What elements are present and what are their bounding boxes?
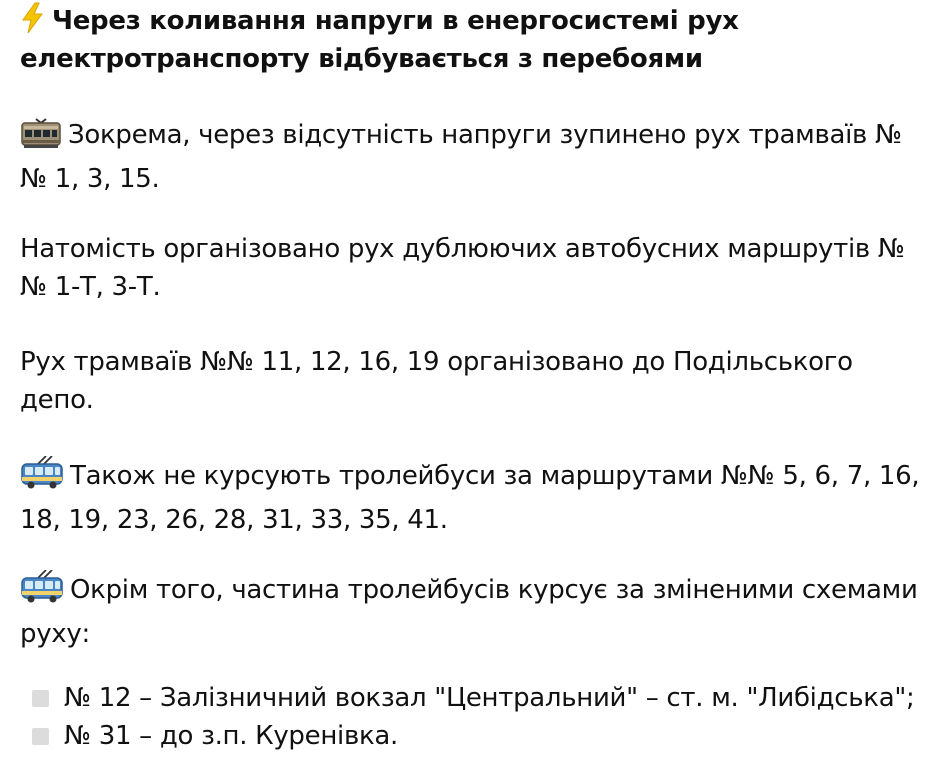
list-item — [32, 718, 932, 754]
paragraph-text: Зокрема, через відсутність напруги зупинено рух трамваїв №№ 1, 3, 15. — [20, 120, 902, 194]
list-item — [32, 680, 932, 716]
trolleybus-icon — [20, 456, 64, 501]
post-title-text: Через коливання напруги в енергосистемі рух електротранспорту відбувається з перебоями — [20, 6, 739, 74]
list-item-text: № 31 – до з.п. Куренівка. — [64, 721, 398, 751]
square-bullet-icon — [32, 690, 49, 707]
paragraph-trams-stopped — [20, 116, 920, 198]
tram-icon — [20, 117, 62, 160]
paragraph-replacement-buses — [20, 230, 920, 306]
paragraph-trams-depot — [20, 343, 920, 419]
paragraph-text: Окрім того, частина тролейбусів курсує за зміненими схемами руху: — [20, 575, 918, 649]
square-bullet-icon — [32, 728, 49, 745]
paragraph-text: Натомість організовано рух дублюючих автобусних маршрутів №№ 1-Т, 3-Т. — [20, 234, 905, 302]
lightning-icon — [20, 2, 46, 34]
trolleybus-icon — [20, 570, 64, 615]
paragraph-text: Також не курсують тролейбуси за маршрутами №№ 5, 6, 7, 16, 18, 19, 23, 26, 28, 31, 33, 35, 41. — [20, 461, 920, 535]
list-item-text: № 12 – Залізничний вокзал "Центральний" – ст. м. "Либідська"; — [64, 683, 915, 713]
paragraph-changed-routes — [20, 570, 920, 653]
paragraph-trolleybuses-stopped — [20, 456, 920, 539]
paragraph-text: Рух трамваїв №№ 11, 12, 16, 19 організовано до Подільського депо. — [20, 347, 853, 415]
post-title — [20, 2, 920, 78]
